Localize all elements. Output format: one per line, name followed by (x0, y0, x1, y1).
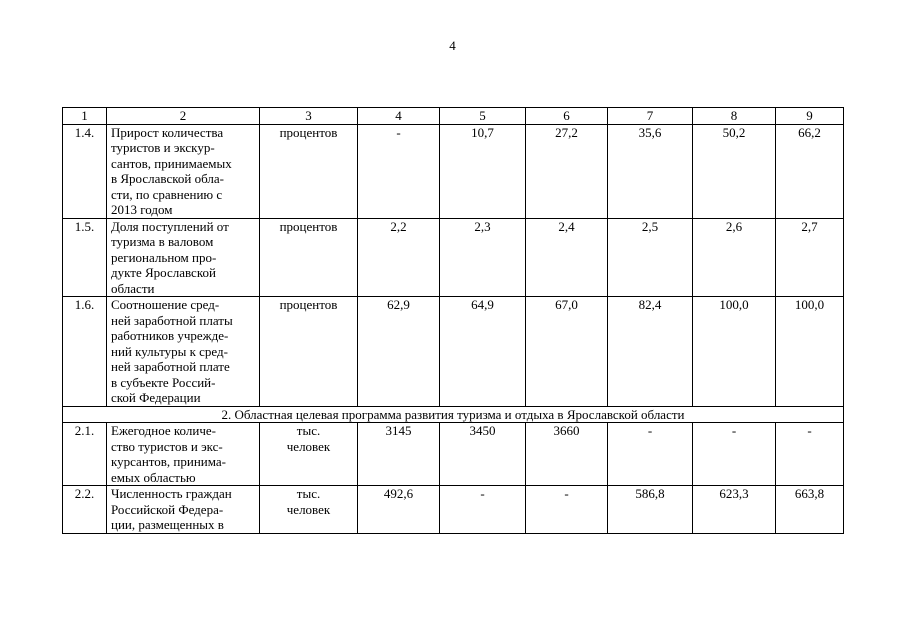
name-line: региональном про- (111, 249, 217, 265)
value-cell: 2,3 (440, 218, 526, 297)
value-cell: 82,4 (608, 297, 693, 407)
name-line: Ежегодное количе- (111, 423, 216, 438)
name-line: ней заработной платы (111, 312, 233, 328)
name-line: в Ярославской обла- (111, 171, 224, 186)
name-line: работников учрежде- (111, 328, 229, 343)
unit-line: тыс. (296, 486, 321, 501)
table-row (63, 124, 844, 218)
name-line: 2013 годом (111, 202, 173, 217)
value-cell: 100,0 (693, 297, 776, 407)
header-cell: 8 (693, 108, 776, 125)
table-row (63, 486, 844, 534)
name-line: ний культуры к сред- (111, 343, 228, 359)
table-row (63, 423, 844, 486)
value-cell: 2,2 (358, 218, 440, 297)
indicators-table (62, 107, 844, 534)
section-title: 2. Областная целевая программа развития туризма и отдыха в Ярославской области (63, 406, 844, 423)
value-cell: 66,2 (776, 124, 844, 218)
name-line: ство туристов и экс- (111, 438, 223, 454)
unit-cell (260, 218, 358, 297)
name-line: дукте Ярославской (111, 265, 216, 280)
value-cell: 10,7 (440, 124, 526, 218)
name-line: Прирост количества (111, 124, 224, 140)
value-cell: 27,2 (526, 124, 608, 218)
indicator-name (107, 297, 260, 407)
value-cell: - (608, 423, 693, 486)
name-line: сантов, принимаемых (111, 155, 232, 171)
value-cell: 2,4 (526, 218, 608, 297)
page-number: 4 (449, 38, 456, 53)
unit-cell (260, 124, 358, 218)
value-cell: 67,0 (526, 297, 608, 407)
name-line: туристов и экскур- (111, 140, 215, 155)
name-line: Доля поступлений от (111, 218, 229, 234)
header-cell: 9 (776, 108, 844, 125)
name-line: емых областью (111, 469, 196, 485)
name-line: ции, размещенных в (111, 517, 224, 532)
name-line: ской Федерации (111, 390, 201, 405)
unit-line: процентов (279, 297, 338, 312)
row-number: 1.6. (63, 297, 107, 407)
name-line: ней заработной плате (111, 359, 230, 374)
value-cell: 3660 (526, 423, 608, 486)
name-line: сти, по сравнению с (111, 186, 223, 202)
value-cell: 663,8 (776, 486, 844, 534)
value-cell: - (693, 423, 776, 486)
value-cell: 3450 (440, 423, 526, 486)
value-cell: 3145 (358, 423, 440, 486)
value-cell: 586,8 (608, 486, 693, 534)
header-cell: 1 (63, 108, 107, 125)
value-cell: 100,0 (776, 297, 844, 407)
value-cell: 2,6 (693, 218, 776, 297)
value-cell: 623,3 (693, 486, 776, 534)
row-number: 2.2. (63, 486, 107, 534)
value-cell: 62,9 (358, 297, 440, 407)
unit-cell (260, 423, 358, 486)
value-cell: 2,5 (608, 218, 693, 297)
value-cell: 64,9 (440, 297, 526, 407)
row-number: 2.1. (63, 423, 107, 486)
header-cell: 5 (440, 108, 526, 125)
value-cell: 35,6 (608, 124, 693, 218)
value-cell: 50,2 (693, 124, 776, 218)
name-line: туризма в валовом (111, 234, 214, 249)
unit-line: человек (286, 438, 331, 454)
indicator-name (107, 124, 260, 218)
indicator-name (107, 486, 260, 534)
indicator-name (107, 218, 260, 297)
name-line: области (111, 280, 155, 296)
section-header-row (63, 406, 844, 423)
name-line: Соотношение сред- (111, 297, 220, 312)
value-cell: - (776, 423, 844, 486)
value-cell: 2,7 (776, 218, 844, 297)
header-cell: 6 (526, 108, 608, 125)
column-number-row (63, 108, 844, 125)
unit-line: человек (286, 501, 331, 517)
table-row (63, 297, 844, 407)
name-line: Российской Федера- (111, 501, 224, 517)
unit-cell (260, 297, 358, 407)
value-cell: - (440, 486, 526, 534)
table-row (63, 218, 844, 297)
unit-line: процентов (279, 218, 338, 234)
unit-line: процентов (279, 124, 338, 140)
value-cell: - (358, 124, 440, 218)
name-line: курсантов, принима- (111, 454, 227, 469)
header-cell: 4 (358, 108, 440, 125)
unit-line: тыс. (296, 423, 321, 438)
name-line: в субъекте Россий- (111, 374, 216, 390)
value-cell: - (526, 486, 608, 534)
name-line: Численность граждан (111, 486, 232, 501)
row-number: 1.4. (63, 124, 107, 218)
header-cell: 7 (608, 108, 693, 125)
header-cell: 3 (260, 108, 358, 125)
value-cell: 492,6 (358, 486, 440, 534)
unit-cell (260, 486, 358, 534)
indicator-name (107, 423, 260, 486)
row-number: 1.5. (63, 218, 107, 297)
header-cell: 2 (107, 108, 260, 125)
